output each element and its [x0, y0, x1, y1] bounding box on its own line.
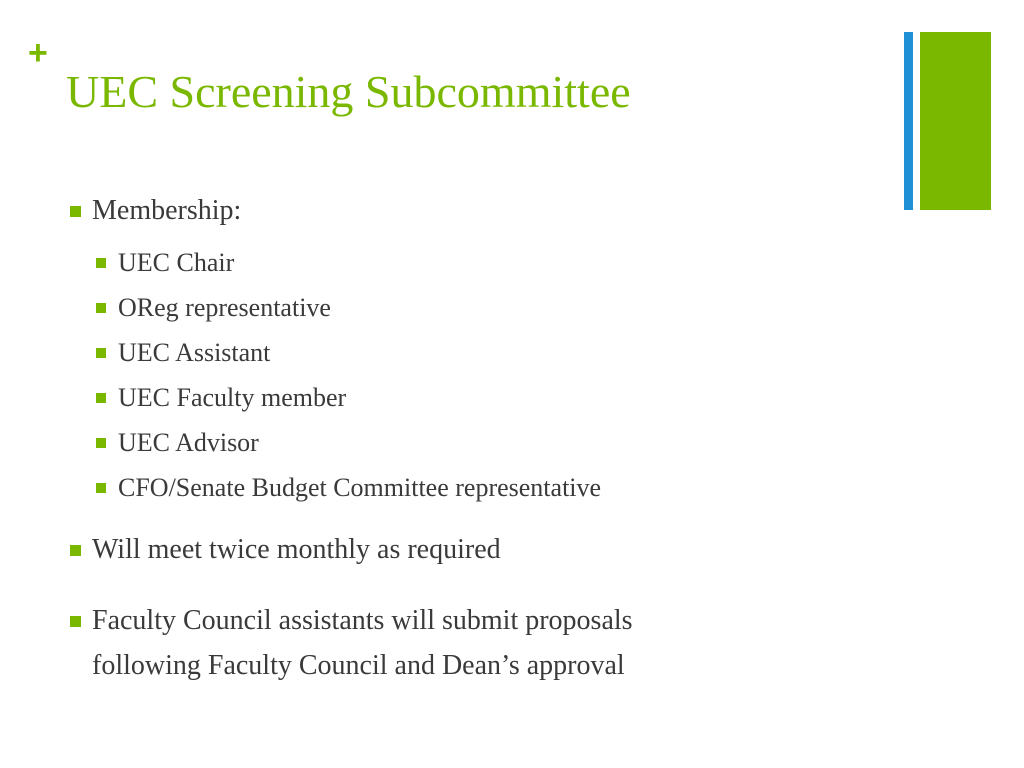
bullet-proposal-submission	[92, 598, 633, 688]
sub-bullet-text: UEC Assistant	[118, 338, 271, 367]
plus-icon: +	[28, 34, 48, 72]
sub-bullet-uec-advisor	[118, 420, 259, 465]
bullet-text-line-2: following Faculty Council and Dean’s approval	[92, 650, 625, 681]
bullet-text: Will meet twice monthly as required	[92, 534, 501, 565]
sub-bullet-uec-assistant	[118, 330, 270, 375]
sub-bullet-oreg-representative	[118, 285, 331, 330]
bullet-meeting-schedule	[92, 527, 501, 572]
sub-bullet-cfo-senate-representative	[118, 465, 601, 510]
sub-bullet-uec-faculty-member	[118, 375, 346, 420]
sub-bullet-text: UEC Chair	[118, 248, 235, 277]
sub-bullet-text: UEC Advisor	[118, 428, 259, 457]
sub-bullet-uec-chair	[118, 240, 234, 285]
slide-title: UEC Screening Subcommittee	[66, 66, 631, 117]
sub-bullet-text: UEC Faculty member	[118, 383, 347, 412]
square-bullet-icon	[70, 545, 81, 556]
square-bullet-icon	[96, 393, 106, 403]
square-bullet-icon	[96, 303, 106, 313]
square-bullet-icon	[96, 258, 106, 268]
square-bullet-icon	[70, 206, 81, 217]
square-bullet-icon	[70, 616, 81, 627]
square-bullet-icon	[96, 348, 106, 358]
sub-bullet-text: OReg representative	[118, 293, 331, 322]
bullet-text-line-1: Faculty Council assistants will submit proposals	[92, 605, 633, 636]
bullet-text: Membership:	[92, 195, 242, 226]
bullet-membership	[92, 188, 241, 233]
square-bullet-icon	[96, 438, 106, 448]
sub-bullet-text: CFO/Senate Budget Committee representative	[118, 473, 602, 502]
square-bullet-icon	[96, 483, 106, 493]
